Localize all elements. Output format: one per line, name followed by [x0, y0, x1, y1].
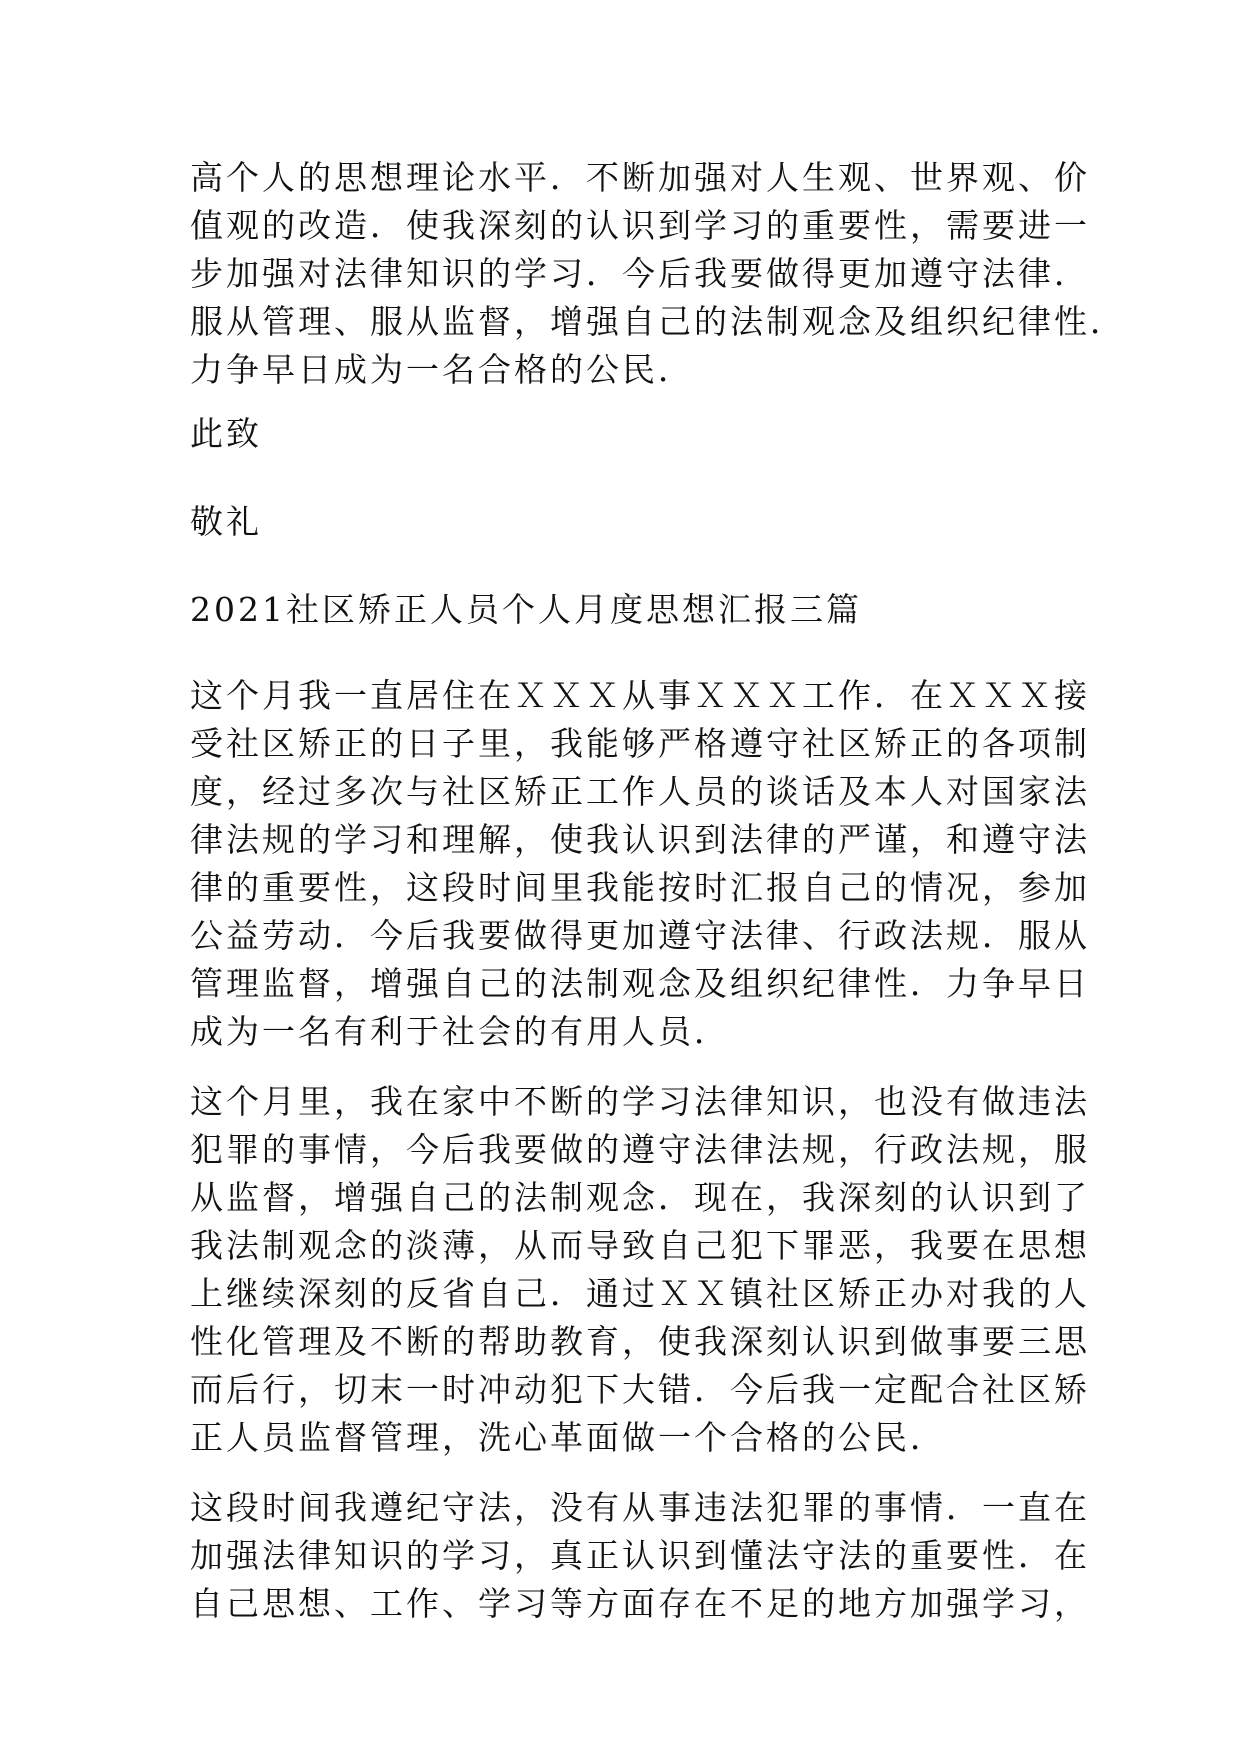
closing-line: 此致 — [190, 414, 262, 453]
paragraph-line: 从监督，增强自己的法制观念．现在，我深刻的认识到了 — [190, 1178, 1090, 1217]
document-title — [190, 586, 1070, 634]
paragraph-line: 服从管理、服从监督，增强自己的法制观念及组织纪律性． — [190, 302, 1126, 341]
paragraph-line: 这段时间我遵纪守法，没有从事违法犯罪的事情．一直在 — [190, 1488, 1090, 1527]
paragraph-3 — [190, 1078, 1090, 1462]
paragraph-line: 我法制观念的淡薄，从而导致自己犯下罪恶，我要在思想 — [190, 1226, 1090, 1265]
paragraph-line: 犯罪的事情，今后我要做的遵守法律法规，行政法规，服 — [190, 1130, 1090, 1169]
paragraph-line: 公益劳动．今后我要做得更加遵守法律、行政法规．服从 — [190, 916, 1090, 955]
paragraph-line: 成为一名有利于社会的有用人员． — [190, 1012, 730, 1051]
title-line: 2021社区矫正人员个人月度思想汇报三篇 — [190, 590, 862, 629]
paragraph-line: 性化管理及不断的帮助教育，使我深刻认识到做事要三思 — [190, 1322, 1090, 1361]
paragraph-line: 而后行，切末一时冲动犯下大错．今后我一定配合社区矫 — [190, 1370, 1090, 1409]
closing-salutation — [190, 410, 1070, 458]
paragraph-line: 高个人的思想理论水平．不断加强对人生观、世界观、价 — [190, 158, 1090, 197]
paragraph-2 — [190, 672, 1090, 1056]
paragraph-line: 度，经过多次与社区矫正工作人员的谈话及本人对国家法 — [190, 772, 1090, 811]
paragraph-line: 律的重要性，这段时间里我能按时汇报自己的情况，参加 — [190, 868, 1090, 907]
paragraph-line: 这个月里，我在家中不断的学习法律知识，也没有做违法 — [190, 1082, 1090, 1121]
closing-regards — [190, 498, 1070, 546]
paragraph-4 — [190, 1484, 1090, 1628]
paragraph-line: 管理监督，增强自己的法制观念及组织纪律性．力争早日 — [190, 964, 1090, 1003]
paragraph-line: 正人员监督管理，洗心革面做一个合格的公民． — [190, 1418, 946, 1457]
paragraph-line: 律法规的学习和理解，使我认识到法律的严谨，和遵守法 — [190, 820, 1090, 859]
paragraph-line: 上继续深刻的反省自己．通过ＸＸ镇社区矫正办对我的人 — [190, 1274, 1090, 1313]
paragraph-line: 自己思想、工作、学习等方面存在不足的地方加强学习， — [190, 1584, 1090, 1623]
closing-line: 敬礼 — [190, 502, 262, 541]
paragraph-line: 受社区矫正的日子里，我能够严格遵守社区矫正的各项制 — [190, 724, 1090, 763]
paragraph-line: 力争早日成为一名合格的公民． — [190, 350, 694, 389]
paragraph-1 — [190, 154, 1126, 394]
paragraph-line: 步加强对法律知识的学习．今后我要做得更加遵守法律． — [190, 254, 1090, 293]
paragraph-line: 这个月我一直居住在ＸＸＸ从事ＸＸＸ工作．在ＸＸＸ接 — [190, 676, 1090, 715]
paragraph-line: 值观的改造．使我深刻的认识到学习的重要性，需要进一 — [190, 206, 1090, 245]
paragraph-line: 加强法律知识的学习，真正认识到懂法守法的重要性．在 — [190, 1536, 1090, 1575]
